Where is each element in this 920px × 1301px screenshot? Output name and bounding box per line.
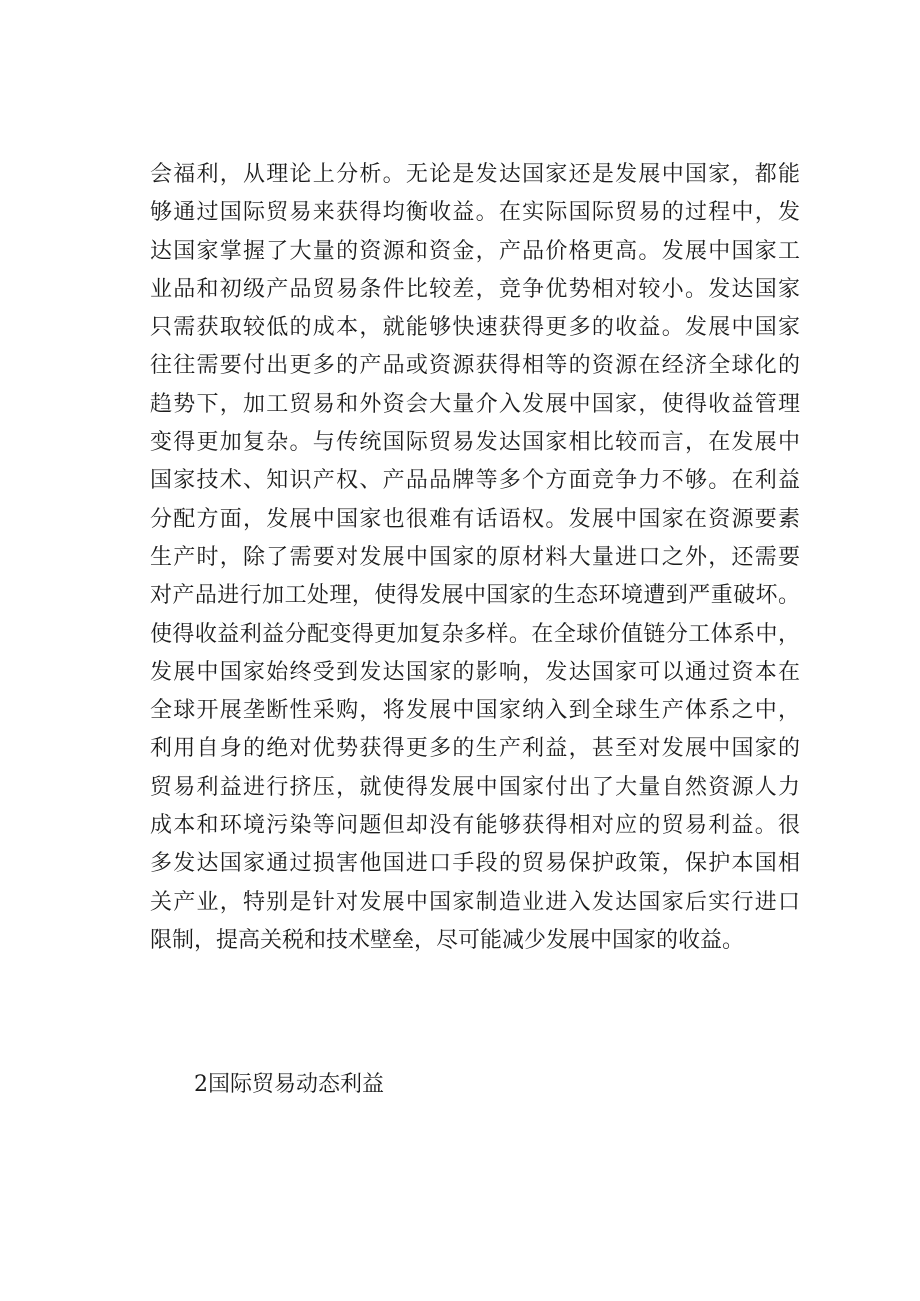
text-line: 达国家掌握了大量的资源和资金，产品价格更高。发展中国家工 — [150, 238, 800, 264]
text-line: 业品和初级产品贸易条件比较差，竞争优势相对较小。发达国家 — [150, 276, 800, 302]
text-line: 只需获取较低的成本，就能够快速获得更多的收益。发展中国家 — [150, 315, 800, 341]
text-line: 趋势下，加工贸易和外资会大量介入发展中国家，使得收益管理 — [150, 391, 800, 417]
text-line: 生产时，除了需要对发展中国家的原材料大量进口之外，还需要 — [150, 544, 800, 570]
text-line: 成本和环境污染等问题但却没有能够获得相对应的贸易利益。很 — [150, 813, 800, 839]
text-line: 使得收益利益分配变得更加复杂多样。在全球价值链分工体系中， — [150, 621, 800, 647]
text-line: 多发达国家通过损害他国进口手段的贸易保护政策，保护本国相 — [150, 851, 800, 877]
body-paragraph — [150, 156, 800, 960]
text-line: 够通过国际贸易来获得均衡收益。在实际国际贸易的过程中，发 — [150, 200, 800, 226]
text-line: 往往需要付出更多的产品或资源获得相等的资源在经济全球化的 — [150, 353, 800, 379]
text-line: 限制，提高关税和技术壁垒，尽可能减少发展中国家的收益。 — [150, 927, 745, 953]
text-line: 全球开展垄断性采购，将发展中国家纳入到全球生产体系之中， — [150, 698, 800, 724]
text-line: 国家技术、知识产权、产品品牌等多个方面竞争力不够。在利益 — [150, 468, 800, 494]
text-line: 关产业，特别是针对发展中国家制造业进入发达国家后实行进口 — [150, 889, 800, 915]
text-line: 分配方面，发展中国家也很难有话语权。发展中国家在资源要素 — [150, 506, 800, 532]
text-line: 会福利，从理论上分析。无论是发达国家还是发展中国家，都能 — [150, 162, 800, 187]
text-line: 利用自身的绝对优势获得更多的生产利益，甚至对发展中国家的 — [150, 736, 800, 762]
section-heading: 2国际贸易动态利益 — [194, 1072, 384, 1097]
text-line: 发展中国家始终受到发达国家的影响，发达国家可以通过资本在 — [150, 659, 800, 685]
text-line: 贸易利益进行挤压，就使得发展中国家付出了大量自然资源人力 — [150, 774, 800, 800]
text-line: 对产品进行加工处理，使得发展中国家的生态环境遭到严重破坏。 — [150, 583, 800, 609]
text-line: 变得更加复杂。与传统国际贸易发达国家相比较而言，在发展中 — [150, 430, 800, 456]
